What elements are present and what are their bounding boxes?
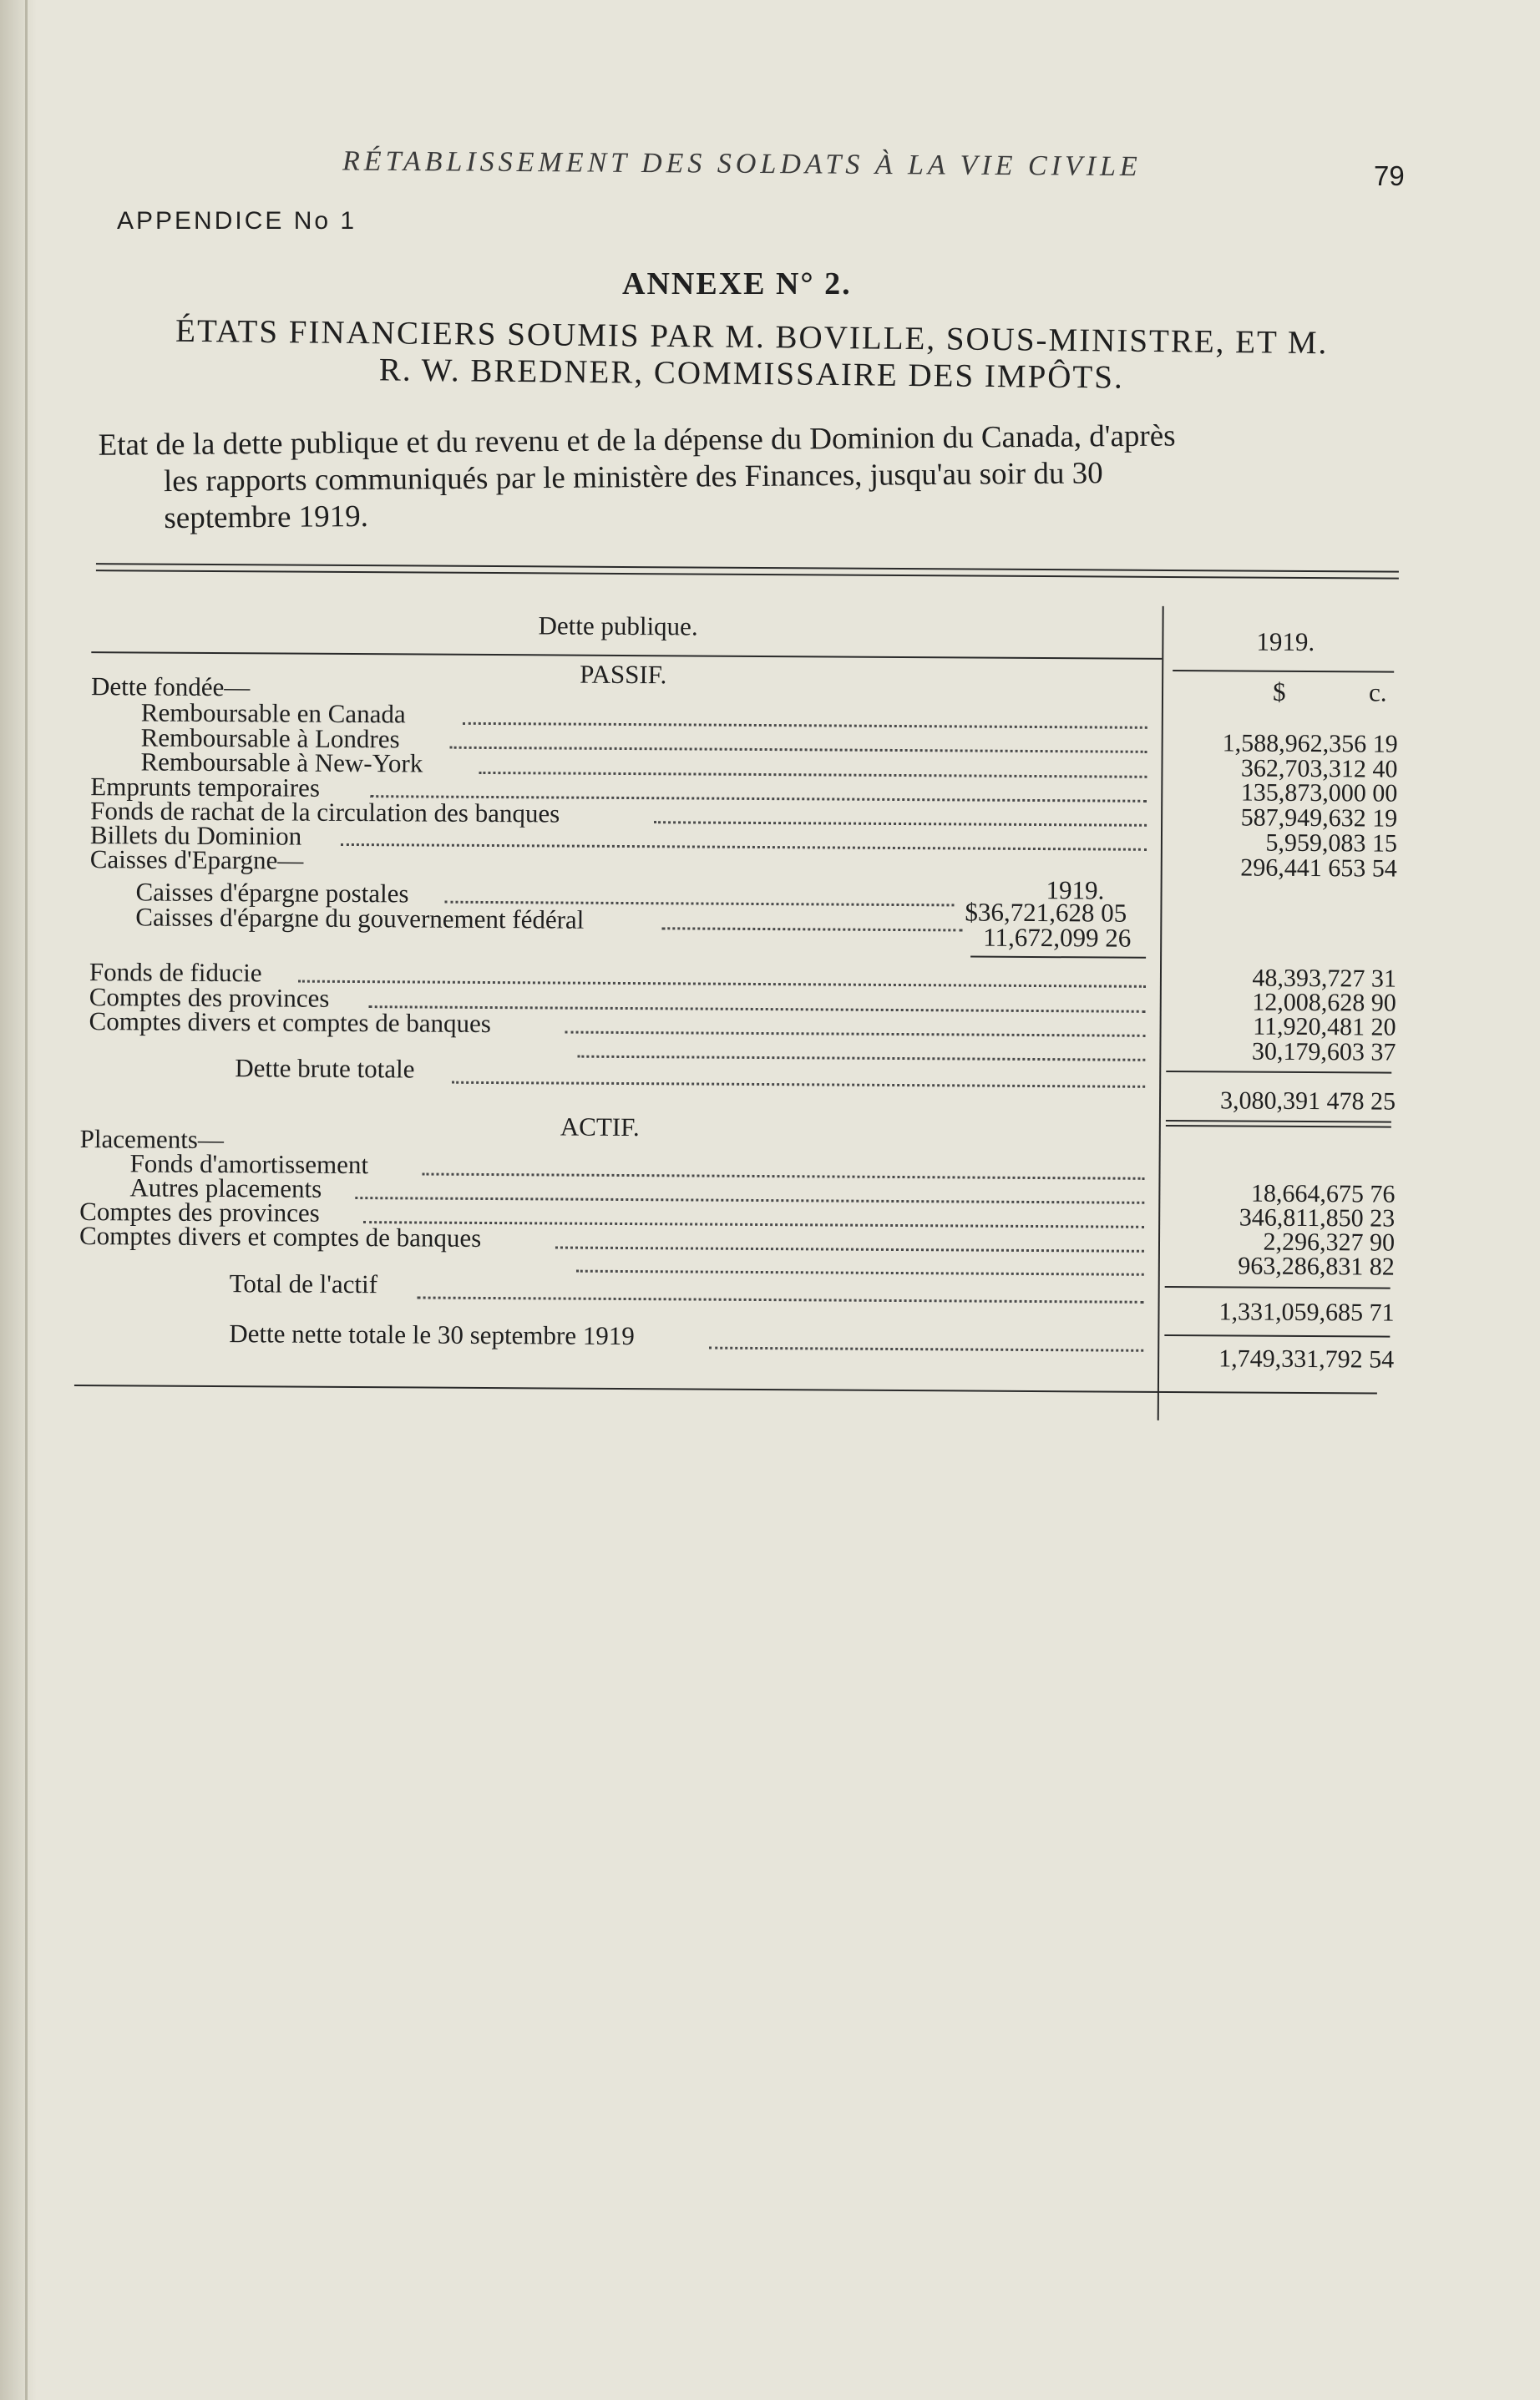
dette-brute-label: Dette brute totale: [235, 1053, 415, 1084]
public-debt-table: [74, 558, 1399, 1425]
subtitle-line-2: R. W. BREDNER, COMMISSAIRE DES IMPÔTS.: [378, 352, 1124, 396]
dette-brute-amount: 3,080,391 478 25: [1219, 1086, 1396, 1116]
total-actif-amount: 1,331,059,685 71: [1218, 1298, 1395, 1327]
row-amount: 18,664,675 76: [1250, 1179, 1396, 1208]
row-label: Remboursable à Londres: [140, 722, 400, 754]
row-amount: 5,959,083 15: [1265, 828, 1398, 858]
dot-leader: [661, 927, 962, 931]
dot-leader: [355, 1197, 1144, 1204]
postales-amount: $36,721,628 05: [965, 897, 1127, 928]
row-label: Remboursable à New-York: [140, 747, 423, 778]
row-amount: 135,873,000 00: [1240, 778, 1398, 808]
row-amount: 11,920,481 20: [1253, 1012, 1396, 1041]
row-label: Fonds d'amortissement: [129, 1148, 369, 1180]
units-dollars: $: [1272, 676, 1286, 706]
units-cents: c.: [1368, 677, 1387, 707]
annex-title: ANNEXE N° 2.: [622, 266, 852, 301]
intro-line-2: les rapports communiqués par le ministère des Finances, jusqu'au soir du 30: [163, 456, 1103, 499]
row-label: Fonds de rachat de la circulation des banques: [90, 796, 560, 828]
caisses-year: 1919.: [1046, 875, 1105, 905]
row-amount: 30,179,603 37: [1251, 1037, 1396, 1066]
bottom-rule: [74, 1385, 1377, 1395]
row-amount: 963,286,831 82: [1238, 1252, 1395, 1281]
year-header: 1919.: [1256, 626, 1315, 657]
dot-leader: [341, 843, 1147, 851]
document-subtitle: [100, 312, 1404, 399]
intro-line-1: Etat de la dette publique et du revenu et de la dépense du Dominion du Canada, d'après: [98, 418, 1176, 463]
dot-leader: [298, 980, 1146, 988]
binding-fold: [25, 0, 28, 2400]
row-label: Comptes des provinces: [89, 982, 330, 1013]
dot-leader: [450, 747, 1147, 753]
dette-nette-label: Dette nette totale le 30 septembre 1919: [229, 1319, 635, 1351]
dot-leader: [576, 1270, 1144, 1276]
row-amount: 362,703,312 40: [1240, 754, 1398, 783]
row-label: Fonds de fiducie: [89, 957, 262, 988]
total-rule: [1165, 1286, 1391, 1289]
total-actif-label: Total de l'actif: [229, 1268, 378, 1299]
subtitle-line-1: ÉTATS FINANCIERS SOUMIS PAR M. BOVILLE, SOUS-MINISTRE, ET M.: [175, 312, 1329, 362]
dot-leader: [452, 1081, 1145, 1088]
intro-paragraph: [98, 416, 1393, 538]
dot-leader: [565, 1031, 1146, 1037]
page-binding-edge: [0, 0, 37, 2400]
running-head: RÉTABLISSEMENT DES SOLDATS À LA VIE CIVILE: [342, 145, 1142, 183]
row-amount: 346,811,850 23: [1239, 1203, 1396, 1233]
row-label: Emprunts temporaires: [90, 772, 321, 803]
row-label: Comptes des provinces: [79, 1197, 320, 1228]
row-amount: 12,008,628 90: [1252, 988, 1396, 1017]
row-label: Billets du Dominion: [89, 820, 302, 851]
double-rule-2: [1166, 1125, 1391, 1128]
dot-leader: [422, 1173, 1144, 1180]
row-amount: 2,296,327 90: [1263, 1228, 1396, 1257]
total-rule: [1164, 1334, 1390, 1338]
dot-leader: [463, 722, 1147, 729]
row-label: Comptes divers et comptes de banques: [89, 1006, 491, 1039]
row-amount: 587,949,632 19: [1240, 803, 1398, 833]
dot-leader: [418, 1296, 1144, 1303]
postales-label: Caisses d'épargne postales: [135, 877, 409, 909]
total-rule: [1166, 1071, 1391, 1074]
dette-nette-amount: 1,749,331,792 54: [1218, 1344, 1395, 1374]
double-rule: [1166, 1120, 1391, 1123]
column-header-dette: Dette publique.: [538, 610, 698, 641]
dot-leader: [479, 772, 1147, 778]
row-amount: 296,441 653 54: [1240, 853, 1397, 883]
appendix-label: APPENDICE No 1: [117, 207, 357, 235]
dot-leader: [577, 1056, 1145, 1061]
dette-fondee-label: Dette fondée—: [90, 671, 251, 702]
passif-heading: PASSIF.: [580, 659, 667, 690]
page-number: 79: [1374, 160, 1405, 191]
header-rule: [91, 651, 1162, 660]
caisses-label: Caisses d'Epargne—: [89, 844, 304, 875]
row-amount: 48,393,727 31: [1252, 964, 1397, 993]
federal-amount: 11,672,099 26: [983, 922, 1132, 953]
dot-leader: [555, 1246, 1144, 1252]
dot-leader: [709, 1347, 1143, 1352]
row-label: Autres placements: [129, 1172, 322, 1203]
federal-label: Caisses d'épargne du gouvernement fédéral: [135, 902, 585, 934]
row-label: Remboursable en Canada: [140, 697, 406, 729]
dot-leader: [654, 821, 1147, 827]
actif-heading: ACTIF.: [560, 1111, 640, 1142]
subtotal-rule: [970, 956, 1146, 959]
intro-line-3: septembre 1919.: [164, 499, 369, 536]
row-label: Comptes divers et comptes de banques: [79, 1221, 482, 1253]
placements-label: Placements—: [79, 1124, 225, 1155]
row-amount: 1,588,962,356 19: [1222, 729, 1398, 758]
year-rule: [1173, 670, 1394, 673]
